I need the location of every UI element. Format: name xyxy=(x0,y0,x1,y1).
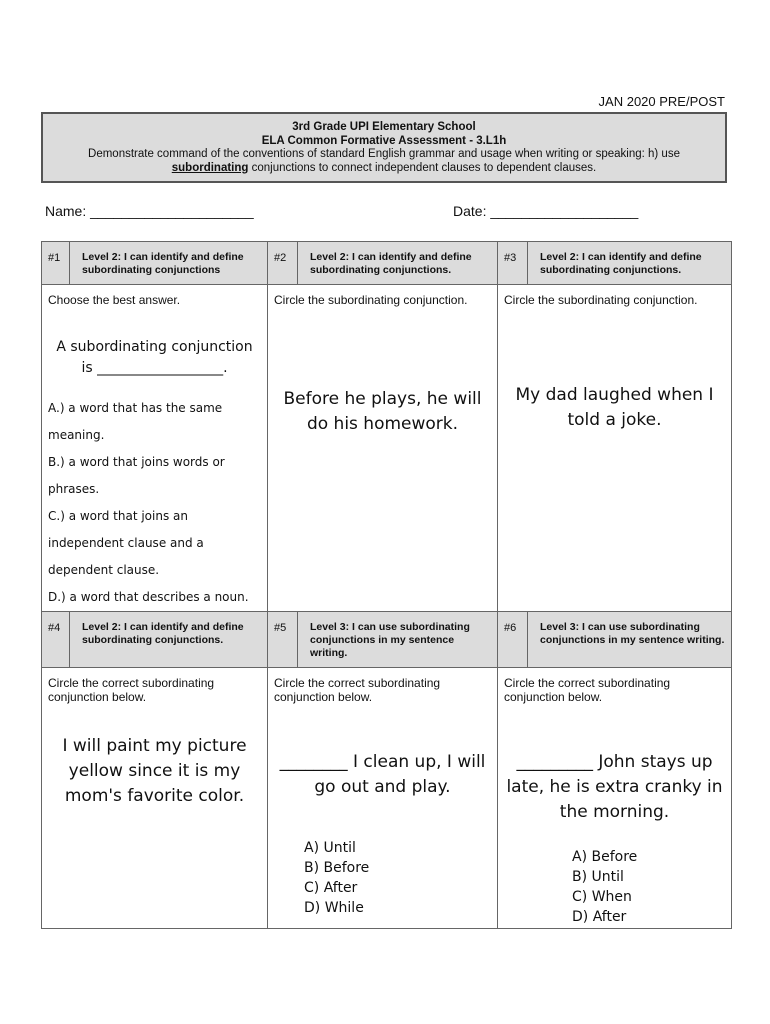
dateline: JAN 2020 PRE/POST xyxy=(598,94,725,109)
q6-body xyxy=(498,668,732,929)
q2-instruction: Circle the subordinating conjunction. xyxy=(274,293,468,307)
q5-level: Level 3: I can use subordinating conjunctions in my sentence writing. xyxy=(298,612,498,668)
q6-choice-b: B) Until xyxy=(572,869,624,885)
standard-description: Demonstrate command of the conventions of standard English grammar and usage when writing or speaking: h) use xyxy=(88,148,680,160)
q4-number: #4 xyxy=(42,612,70,668)
q2-sentence: Before he plays, he will do his homework. xyxy=(283,389,482,434)
q1-option-b: B.) a word that joins words or phrases. xyxy=(48,455,225,496)
q5-sentence: ________ I clean up, I will go out and play. xyxy=(279,752,486,797)
q3-number: #3 xyxy=(498,242,528,285)
q5-choice-c: C) After xyxy=(304,880,358,896)
q1-body xyxy=(42,285,268,612)
q4-body xyxy=(42,668,268,929)
q1-instruction: Choose the best answer. xyxy=(48,293,181,307)
q5-choice-a: A) Until xyxy=(304,840,356,856)
q1-option-c: C.) a word that joins an independent clause and a dependent clause. xyxy=(48,509,204,577)
name-field: Name: _____________________ xyxy=(45,203,254,219)
q1-option-a: A.) a word that has the same meaning. xyxy=(48,401,223,442)
q5-instruction: Circle the correct subordinating conjunction below. xyxy=(274,676,441,704)
q3-instruction: Circle the subordinating conjunction. xyxy=(504,293,698,307)
q2-body xyxy=(268,285,498,612)
standard-description-rest: conjunctions to connect independent clauses to dependent clauses. xyxy=(248,161,597,174)
q6-number: #6 xyxy=(498,612,528,668)
q5-choice-b: B) Before xyxy=(304,860,370,876)
q2-level: Level 2: I can identify and define subordinating conjunctions. xyxy=(298,242,498,285)
school-title: 3rd Grade UPI Elementary School xyxy=(292,121,476,133)
q6-sentence: _________ John stays up late, he is extra cranky in the morning. xyxy=(506,752,723,822)
q1-number: #1 xyxy=(42,242,70,285)
assessment-header xyxy=(41,112,727,183)
q5-number: #5 xyxy=(268,612,298,668)
standard-description-cont xyxy=(43,162,725,176)
q4-level: Level 2: I can identify and define subordinating conjunctions. xyxy=(70,612,268,668)
date-field: Date: ___________________ xyxy=(453,203,639,219)
q3-body xyxy=(498,285,732,612)
underlined-word: subordinating xyxy=(171,161,249,174)
question-grid xyxy=(41,241,732,929)
q1-level: Level 2: I can identify and define subordinating conjunctions xyxy=(70,242,268,285)
q5-body xyxy=(268,668,498,929)
q3-level: Level 2: I can identify and define subordinating conjunctions. xyxy=(528,242,732,285)
q4-instruction: Circle the correct subordinating conjunction below. xyxy=(48,676,215,704)
q6-instruction: Circle the correct subordinating conjunction below. xyxy=(504,676,671,704)
q2-number: #2 xyxy=(268,242,298,285)
q6-choice-d: D) After xyxy=(572,909,627,925)
q5-choice-d: D) While xyxy=(304,900,364,916)
q3-sentence: My dad laughed when I told a joke. xyxy=(515,385,714,430)
q1-prompt: A subordinating conjunction is __________________. xyxy=(56,339,253,376)
q1-option-d: D.) a word that describes a noun. xyxy=(48,590,249,604)
q6-choice-a: A) Before xyxy=(572,849,638,865)
q6-level: Level 3: I can use subordinating conjunctions in my sentence writing. xyxy=(528,612,732,668)
assessment-title: ELA Common Formative Assessment - 3.L1h xyxy=(261,134,507,147)
q4-sentence: I will paint my picture yellow since it is my mom's favorite color. xyxy=(62,736,247,806)
q6-choice-c: C) When xyxy=(572,889,632,905)
